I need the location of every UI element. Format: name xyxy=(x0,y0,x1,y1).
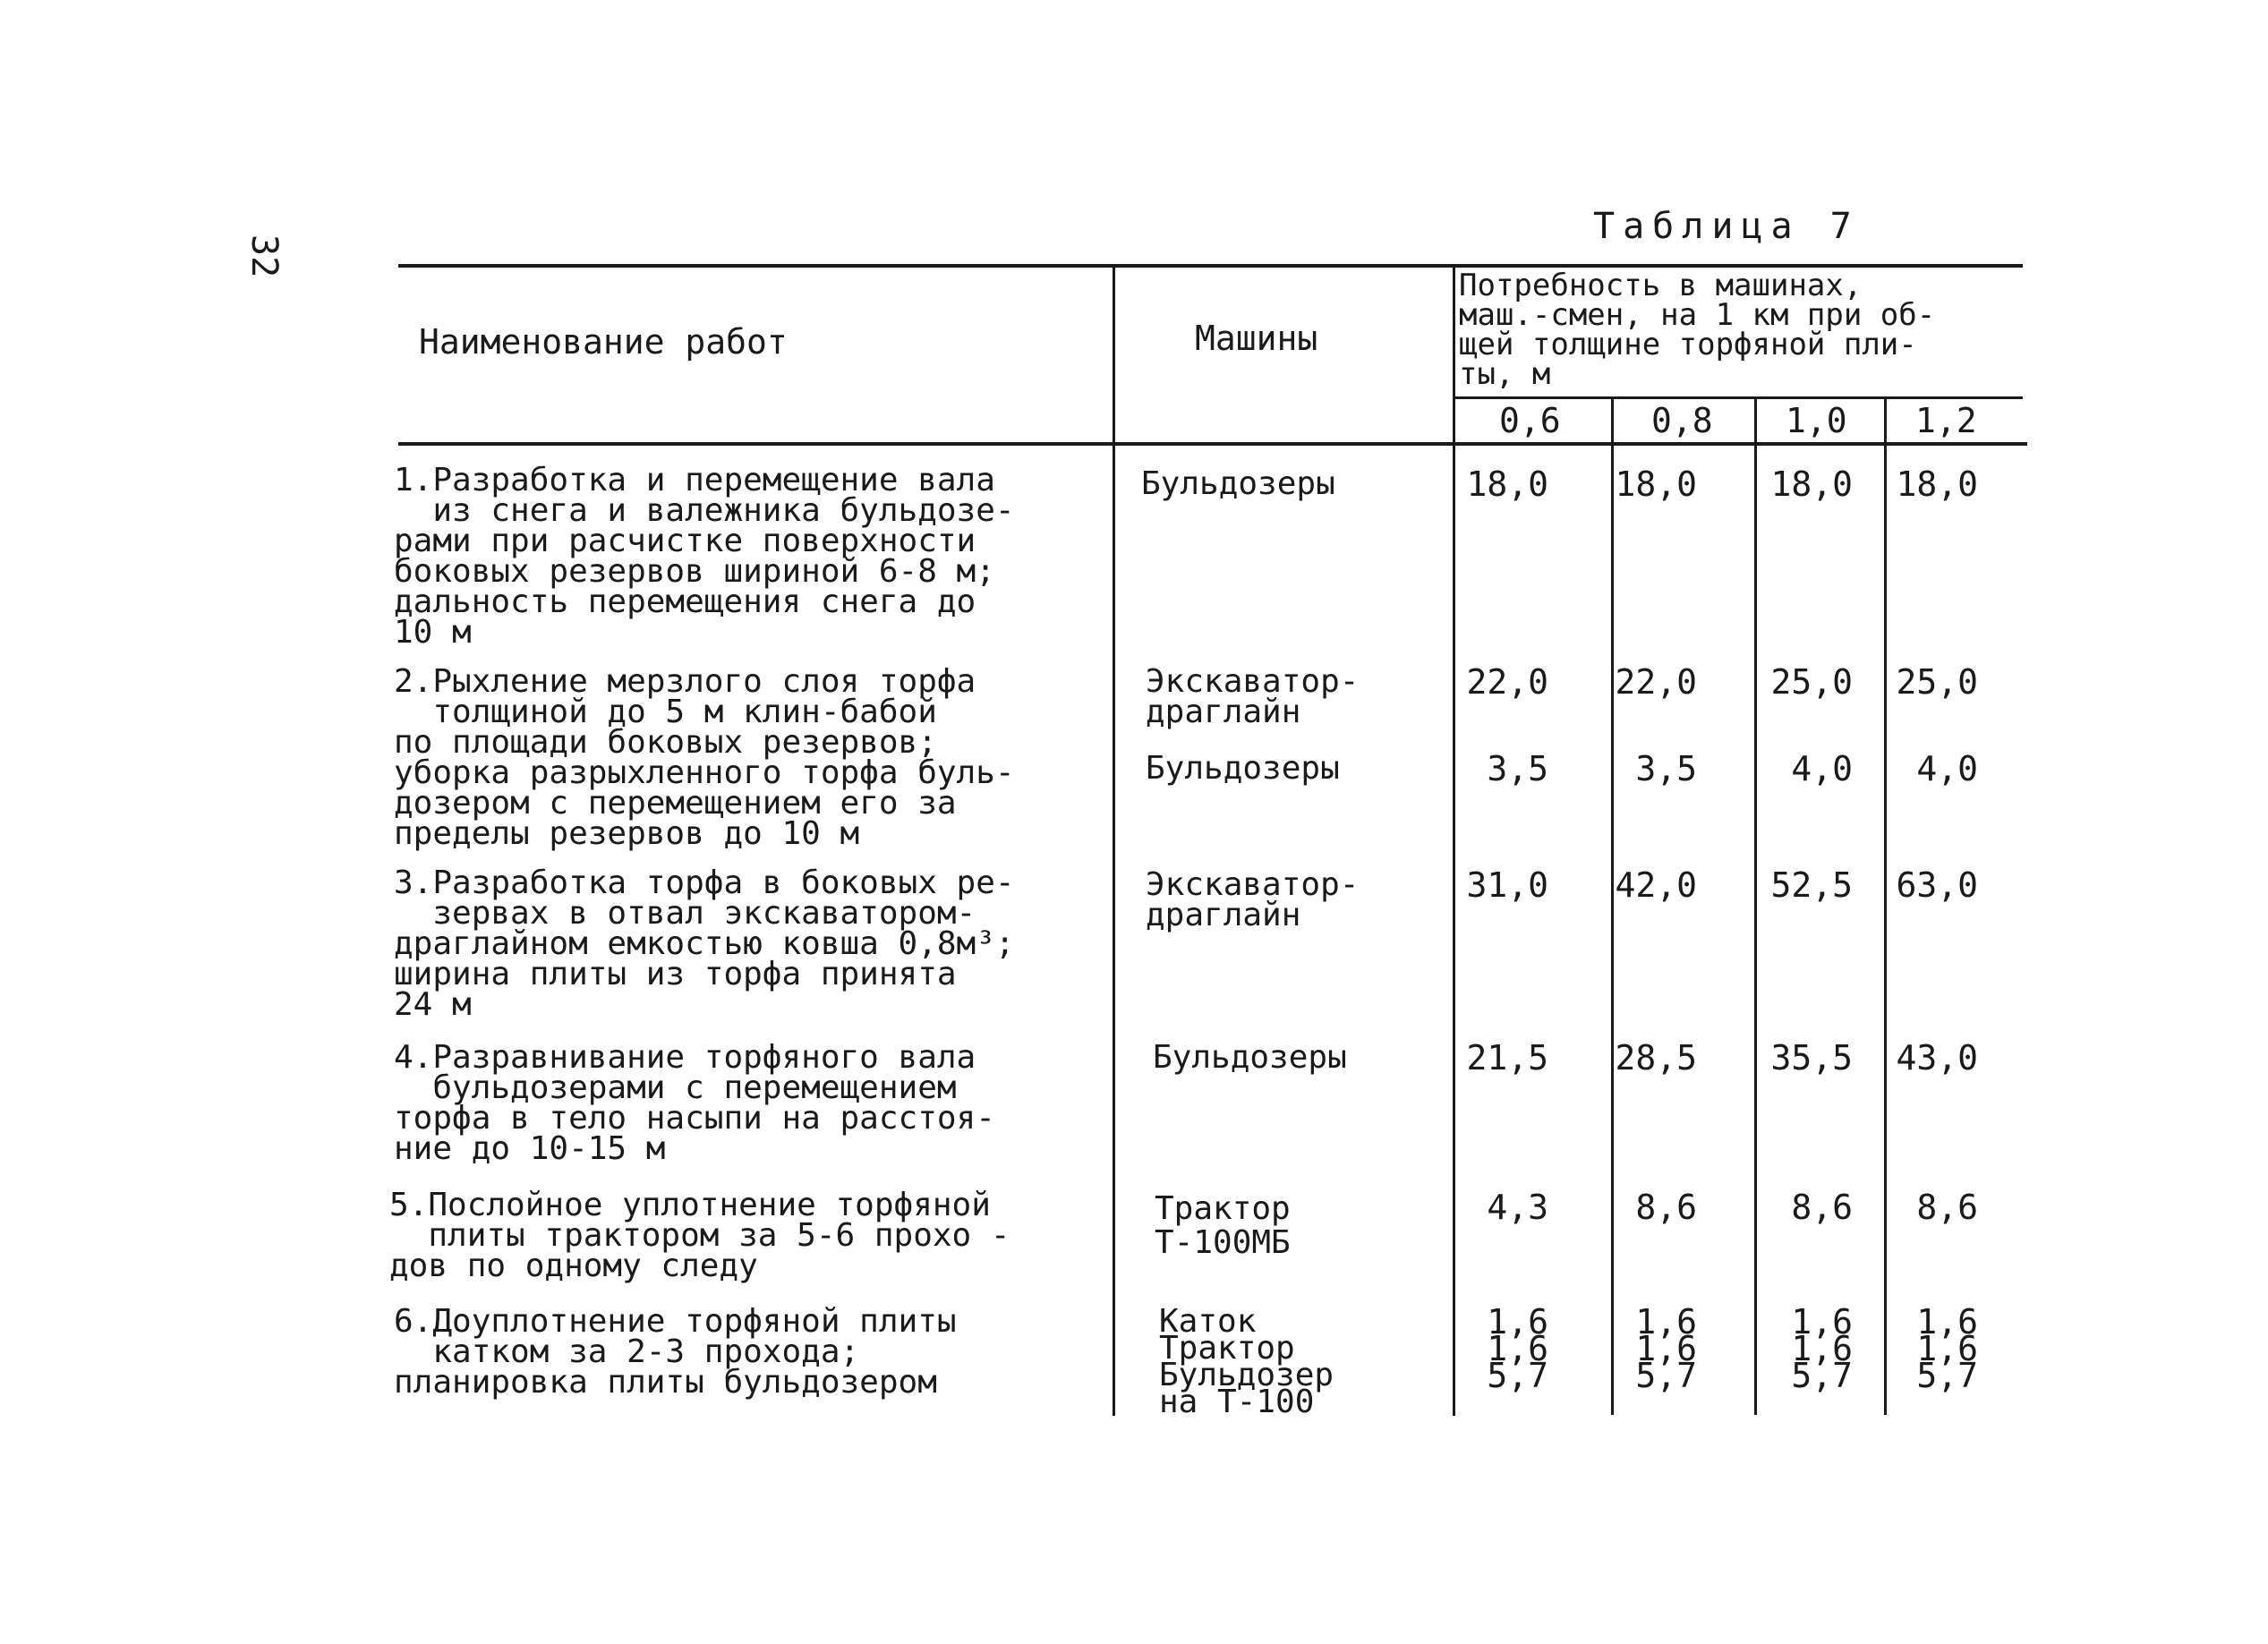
row-2-desc-line-1: 2.Рыхление мерзлого слоя торфа xyxy=(394,663,976,700)
row-1-desc-line-5: дальность перемещения снега до xyxy=(394,583,976,620)
row-4-desc-line-2: бульдозерами с перемещением xyxy=(394,1069,957,1106)
header-need-line-3: щей толщине торфяной пли- xyxy=(1459,327,1917,362)
row-4-desc-line-3: торфа в тело насыпи на расстоя- xyxy=(394,1100,995,1137)
row-2-m2-value-0-6: 3,5 xyxy=(1487,749,1548,788)
row-6-value-1-0: 1,6 1,6 5,7 xyxy=(1791,1302,1853,1395)
row-6-machine: Каток Трактор Бульдозер на Т-100 xyxy=(1159,1303,1334,1420)
row-3-value-1-0: 52,5 xyxy=(1770,865,1853,905)
row-2-desc-line-4: уборка разрыхленного торфа буль- xyxy=(394,754,1015,791)
row-6-value-0-6: 1,6 1,6 5,7 xyxy=(1487,1302,1548,1395)
column-divider-c3 xyxy=(1754,399,1757,1415)
row-1-desc-line-3: рами при расчистке поверхности xyxy=(394,523,976,559)
row-3-value-1-2: 63,0 xyxy=(1896,865,1978,905)
row-1-desc-line-1: 1.Разработка и перемещение вала xyxy=(394,462,995,498)
row-4-value-1-0: 35,5 xyxy=(1770,1038,1853,1078)
row-3-desc-line-1: 3.Разработка торфа в боковых ре- xyxy=(394,865,1015,901)
row-4-machine: Бульдозеры xyxy=(1153,1039,1347,1076)
row-3-value-0-6: 31,0 xyxy=(1466,865,1548,905)
row-5-value-0-8: 8,6 xyxy=(1635,1188,1697,1227)
row-2-m1-value-1-0: 25,0 xyxy=(1770,662,1853,702)
row-1-desc-line-6: 10 м xyxy=(394,614,472,651)
row-3-desc-line-5: 24 м xyxy=(394,986,472,1023)
row-1-desc-line-2: из снега и валежника бульдозе- xyxy=(394,492,1015,529)
row-2-m1-value-0-6: 22,0 xyxy=(1466,662,1548,702)
row-3-value-0-8: 42,0 xyxy=(1615,865,1697,905)
row-2-m2-value-0-8: 3,5 xyxy=(1635,749,1697,788)
row-5-desc-line-1: 5.Послойное уплотнение торфяной xyxy=(389,1187,991,1223)
row-2-machine-2: Бульдозеры xyxy=(1146,750,1340,787)
row-2-machine-1: Экскаватор- драглайн xyxy=(1146,663,1360,730)
row-1-machine: Бульдозеры xyxy=(1141,465,1335,502)
row-2-desc-line-3: по площади боковых резервов; xyxy=(394,724,937,761)
thickness-1-2: 1,2 xyxy=(1915,401,1977,440)
row-6-value-0-8: 1,6 1,6 5,7 xyxy=(1635,1302,1697,1395)
column-divider-machines xyxy=(1113,266,1115,1416)
column-divider-c2 xyxy=(1611,399,1614,1415)
row-5-desc-line-3: дов по одному следу xyxy=(389,1248,758,1284)
row-4-desc-line-4: ние до 10-15 м xyxy=(394,1130,666,1167)
row-2-desc-line-6: пределы резервов до 10 м xyxy=(394,815,860,852)
header-work-name: Наименование работ xyxy=(419,322,788,362)
row-3-desc-line-2: зервах в отвал экскаватором- xyxy=(394,895,976,932)
row-5-value-0-6: 4,3 xyxy=(1487,1188,1548,1227)
row-6-value-1-2: 1,6 1,6 5,7 xyxy=(1916,1302,1978,1395)
row-2-m1-value-1-2: 25,0 xyxy=(1896,662,1978,702)
row-4-value-1-2: 43,0 xyxy=(1896,1038,1978,1078)
thickness-subheader-rule xyxy=(1454,396,2023,399)
row-1-value-0-8: 18,0 xyxy=(1615,464,1697,504)
row-1-value-1-2: 18,0 xyxy=(1896,464,1978,504)
thickness-0-8: 0,8 xyxy=(1651,401,1713,440)
row-6-desc-line-3: планировка плиты бульдозером xyxy=(394,1364,937,1401)
row-2-desc-line-2: толщиной до 5 м клин-бабой xyxy=(394,694,937,730)
page-number: 32 xyxy=(243,234,285,278)
row-5-value-1-0: 8,6 xyxy=(1791,1188,1853,1227)
row-3-desc-line-3: драглайном емкостью ковша 0,8м³; xyxy=(394,925,1015,962)
row-3-desc-line-4: ширина плиты из торфа принята xyxy=(394,956,957,992)
column-divider-values xyxy=(1453,266,1455,1416)
thickness-1-0: 1,0 xyxy=(1786,401,1847,440)
row-4-desc-line-1: 4.Разравнивание торфяного вала xyxy=(394,1039,976,1076)
row-1-desc-line-4: боковых резервов шириной 6-8 м; xyxy=(394,553,995,590)
header-bottom-rule xyxy=(398,442,2027,446)
row-3-machine: Экскаватор- драглайн xyxy=(1146,866,1360,933)
row-5-value-1-2: 8,6 xyxy=(1916,1188,1978,1227)
row-2-desc-line-5: дозером с перемещением его за xyxy=(394,785,957,822)
header-need-line-2: маш.-смен, на 1 км при об- xyxy=(1459,297,1936,333)
row-2-m1-value-0-8: 22,0 xyxy=(1615,662,1697,702)
row-4-value-0-8: 28,5 xyxy=(1615,1038,1697,1078)
header-need-line-4: ты, м xyxy=(1459,356,1551,392)
header-machines: Машины xyxy=(1195,319,1318,358)
row-6-desc-line-2: катком за 2-3 прохода; xyxy=(394,1333,860,1370)
column-divider-c4 xyxy=(1884,399,1887,1415)
row-5-machine: Трактор Т-100МБ xyxy=(1155,1190,1291,1261)
thickness-0-6: 0,6 xyxy=(1499,401,1561,440)
row-2-m2-value-1-0: 4,0 xyxy=(1791,749,1853,788)
row-2-m2-value-1-2: 4,0 xyxy=(1916,749,1978,788)
row-6-desc-line-1: 6.Доуплотнение торфяной плиты xyxy=(394,1303,957,1340)
header-need-line-1: Потребность в машинах, xyxy=(1459,268,1863,303)
table-caption: Таблица 7 xyxy=(1593,206,1860,247)
row-5-desc-line-2: плиты трактором за 5-6 прохо - xyxy=(389,1217,1010,1254)
row-4-value-0-6: 21,5 xyxy=(1466,1038,1548,1078)
row-1-value-1-0: 18,0 xyxy=(1770,464,1853,504)
row-1-value-0-6: 18,0 xyxy=(1466,464,1548,504)
